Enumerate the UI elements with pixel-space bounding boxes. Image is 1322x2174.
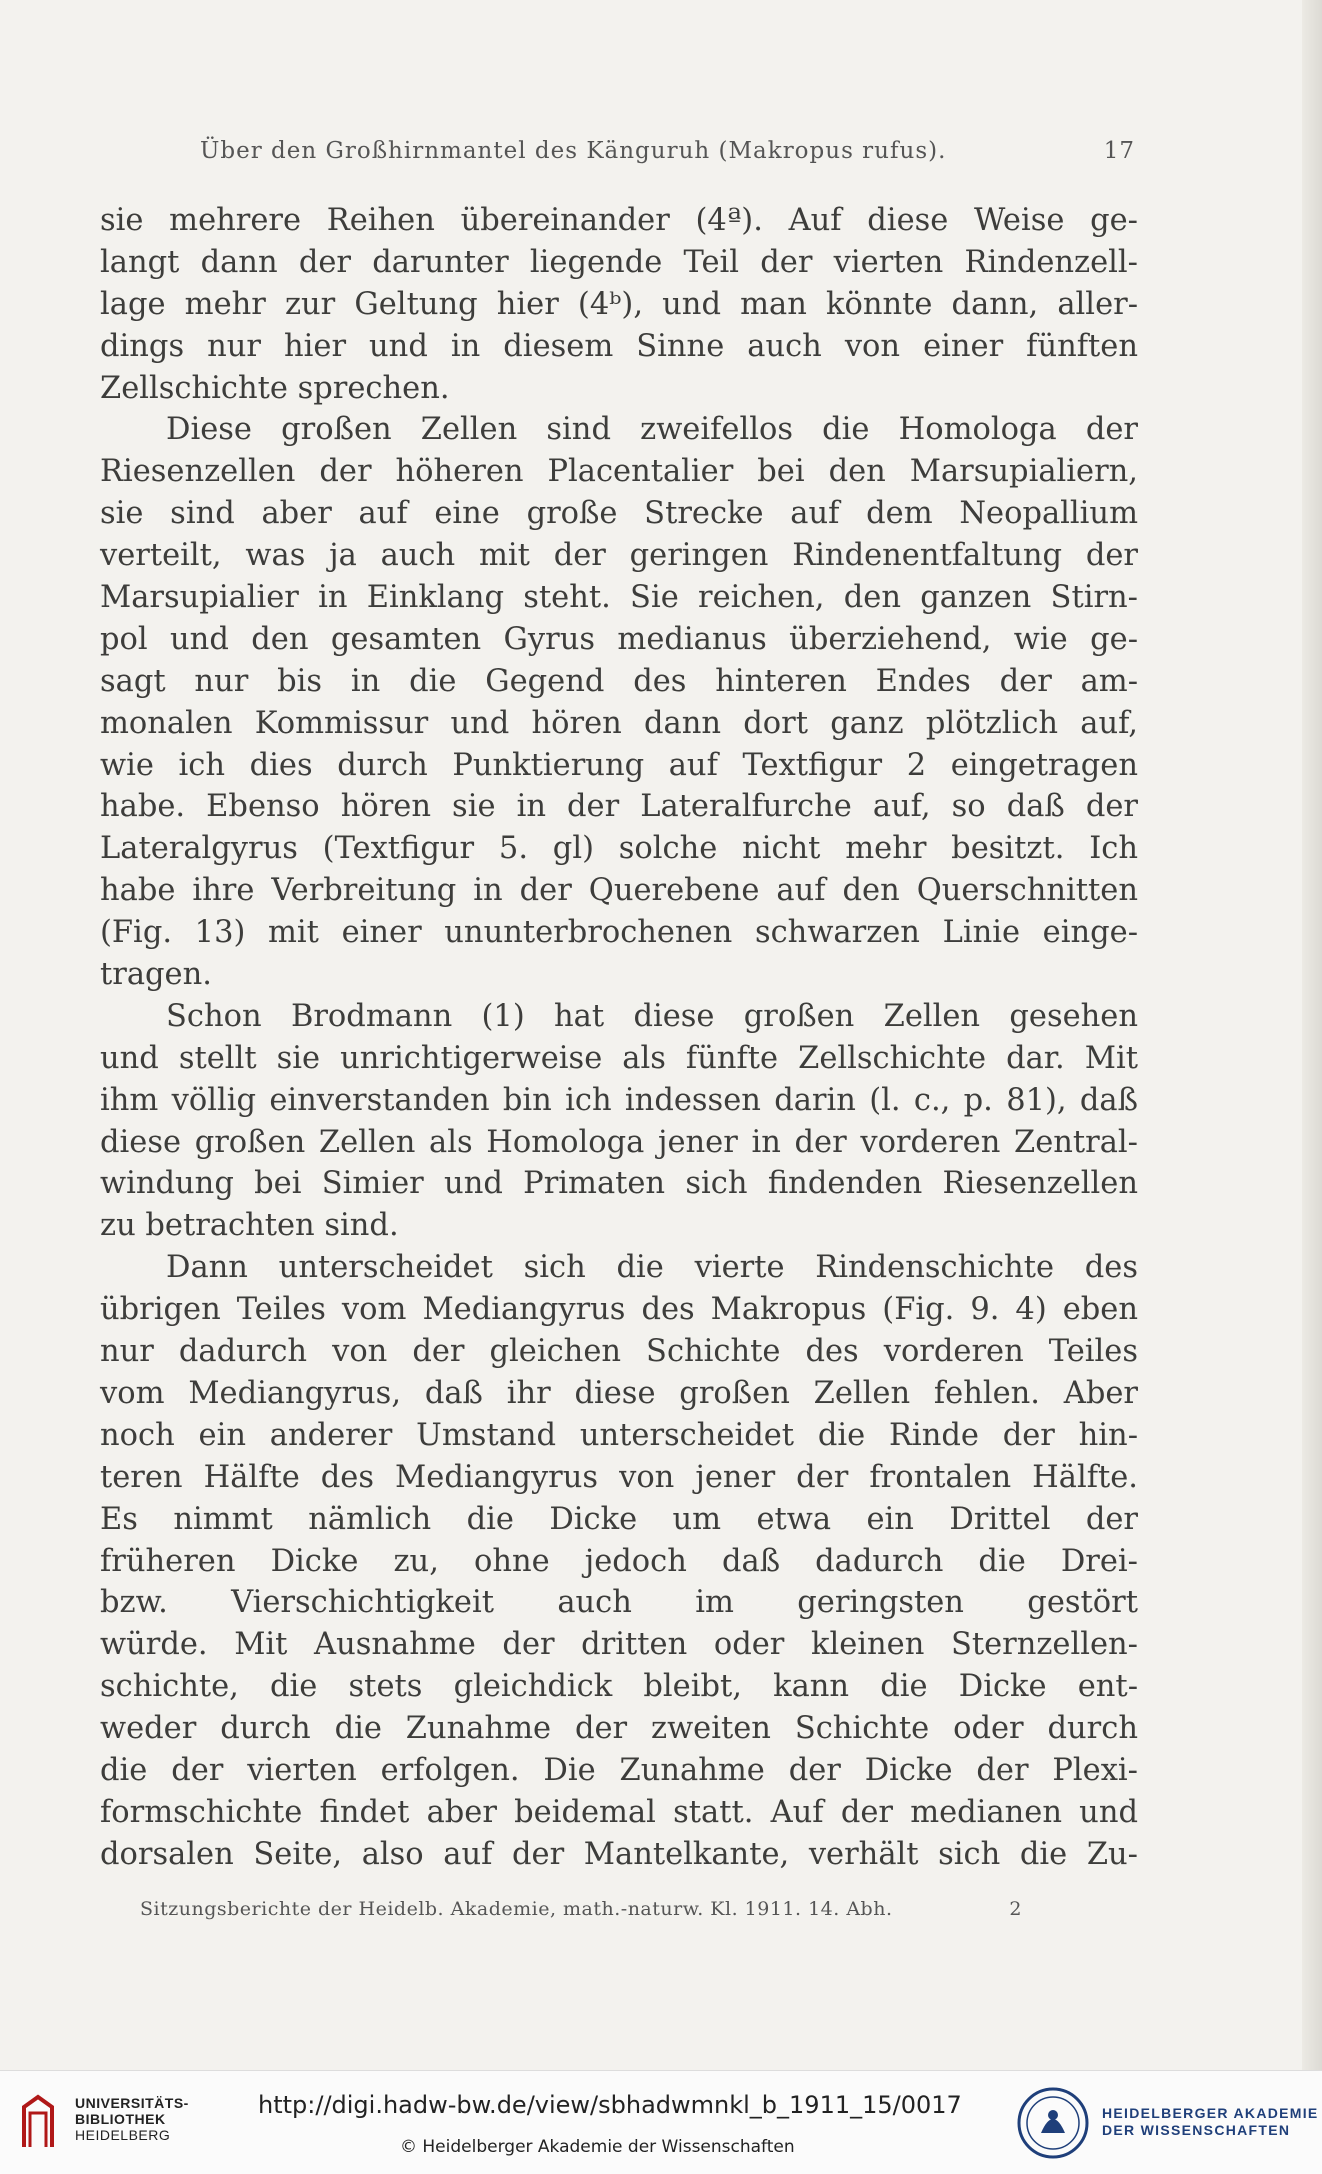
text-line: lage mehr zur Geltung hier (4ᵇ), und man könnte dann, aller- [100, 286, 1138, 322]
text-line: habe ihre Verbreitung in der Querebene auf den Querschnitten [100, 873, 1138, 909]
permalink-url[interactable]: http://digi.hadw-bw.de/view/sbhadwmnkl_b_1911_15/0017 [258, 2091, 962, 2119]
text-line: Zellschichte sprechen. [100, 370, 450, 406]
copyright-notice: © Heidelberger Akademie der Wissenschaften [400, 2137, 795, 2157]
university-library-logo-icon [18, 2093, 58, 2153]
viewer-footer-bar [0, 2070, 1322, 2174]
text-line: diese großen Zellen als Homologa jener in der vorderen Zentral- [100, 1124, 1138, 1160]
text-line: formschichte findet aber beidemal statt. Auf der medianen und [100, 1794, 1138, 1830]
text-line: nur dadurch von der gleichen Schichte des vorderen Teiles [100, 1334, 1138, 1370]
signature-line [140, 1898, 1020, 1920]
text-line: tragen. [100, 957, 212, 993]
text-line: übrigen Teiles vom Mediangyrus des Makropus (Fig. 9. 4) eben [100, 1292, 1138, 1328]
text-line: Schon Brodmann (1) hat diese großen Zellen gesehen [166, 998, 1138, 1034]
signature-text: Sitzungsberichte der Heidelb. Akademie, math.-naturw. Kl. 1911. 14. Abh. [140, 1898, 893, 1920]
text-line: verteilt, was ja auch mit der geringen Rindenentfaltung der [100, 538, 1138, 574]
text-line: bzw. Vierschichtigkeit auch im geringsten gestört [100, 1585, 1138, 1621]
text-line: noch ein anderer Umstand unterscheidet die Rinde der hin- [100, 1417, 1138, 1453]
text-line: Diese großen Zellen sind zweifellos die Homologa der [166, 412, 1138, 448]
text-line: dings nur hier und in diesem Sinne auch von einer fünften [100, 328, 1138, 364]
body-text [100, 200, 1138, 1876]
text-line: Es nimmt nämlich die Dicke um etwa ein Drittel der [100, 1501, 1138, 1537]
text-line: monalen Kommissur und hören dann dort ganz plötzlich auf, [100, 705, 1138, 741]
text-line: ihm völlig einverstanden bin ich indessen darin (l. c., p. 81), daß [100, 1082, 1138, 1118]
text-line: sie mehrere Reihen übereinander (4ª). Auf diese Weise ge- [100, 203, 1138, 238]
text-line: zu betrachten sind. [100, 1208, 399, 1244]
text-line: früheren Dicke zu, ohne jedoch daß dadurch die Drei- [100, 1543, 1138, 1579]
text-line: schichte, die stets gleichdick bleibt, kann die Dicke ent- [100, 1669, 1138, 1705]
page-number: 17 [1103, 138, 1135, 164]
text-line: vom Mediangyrus, daß ihr diese großen Zellen fehlen. Aber [100, 1375, 1138, 1411]
text-line: Lateralgyrus (Textfigur 5. gl) solche nicht mehr besitzt. Ich [100, 831, 1138, 867]
text-line: dorsalen Seite, also auf der Mantelkante, verhält sich die Zu- [100, 1836, 1138, 1872]
text-line: weder durch die Zunahme der zweiten Schichte oder durch [100, 1711, 1138, 1747]
page-edge [1302, 0, 1322, 2070]
text-line: die der vierten erfolgen. Die Zunahme der Dicke der Plexi- [100, 1752, 1138, 1788]
library-name: UNIVERSITÄTS- BIBLIOTHEK HEIDELBERG [75, 2095, 189, 2143]
text-line: langt dann der darunter liegende Teil der vierten Rindenzell- [100, 244, 1138, 280]
text-line: teren Hälfte des Mediangyrus von jener der frontalen Hälfte. [100, 1459, 1138, 1495]
signature-number: 2 [1009, 1898, 1022, 1920]
text-line: Riesenzellen der höheren Placentalier bei den Marsupialiern, [100, 454, 1138, 490]
text-line: Marsupialier in Einklang steht. Sie reichen, den ganzen Stirn- [100, 580, 1138, 616]
text-line: würde. Mit Ausnahme der dritten oder kleinen Sternzellen- [100, 1627, 1138, 1663]
text-line: pol und den gesamten Gyrus medianus überziehend, wie ge- [100, 621, 1138, 657]
text-line: Dann unterscheidet sich die vierte Rindenschichte des [166, 1250, 1138, 1286]
text-line: und stellt sie unrichtigerweise als fünfte Zellschichte dar. Mit [100, 1040, 1138, 1076]
text-line: habe. Ebenso hören sie in der Lateralfurche auf, so daß der [100, 789, 1138, 825]
text-line: wie ich dies durch Punktierung auf Textfigur 2 eingetragen [100, 747, 1138, 783]
text-line: sie sind aber auf eine große Strecke auf dem Neopallium [100, 496, 1138, 532]
academy-name: HEIDELBERGER AKADEMIE DER WISSENSCHAFTEN [1102, 2105, 1319, 2138]
academy-seal-icon [1015, 2085, 1091, 2161]
text-line: (Fig. 13) mit einer ununterbrochenen schwarzen Linie einge- [100, 915, 1138, 951]
text-line: sagt nur bis in die Gegend des hinteren Endes der am- [100, 663, 1138, 699]
text-line: windung bei Simier und Primaten sich findenden Riesenzellen [100, 1166, 1138, 1202]
running-title: Über den Großhirnmantel des Känguruh (Makropus rufus). [200, 138, 947, 164]
